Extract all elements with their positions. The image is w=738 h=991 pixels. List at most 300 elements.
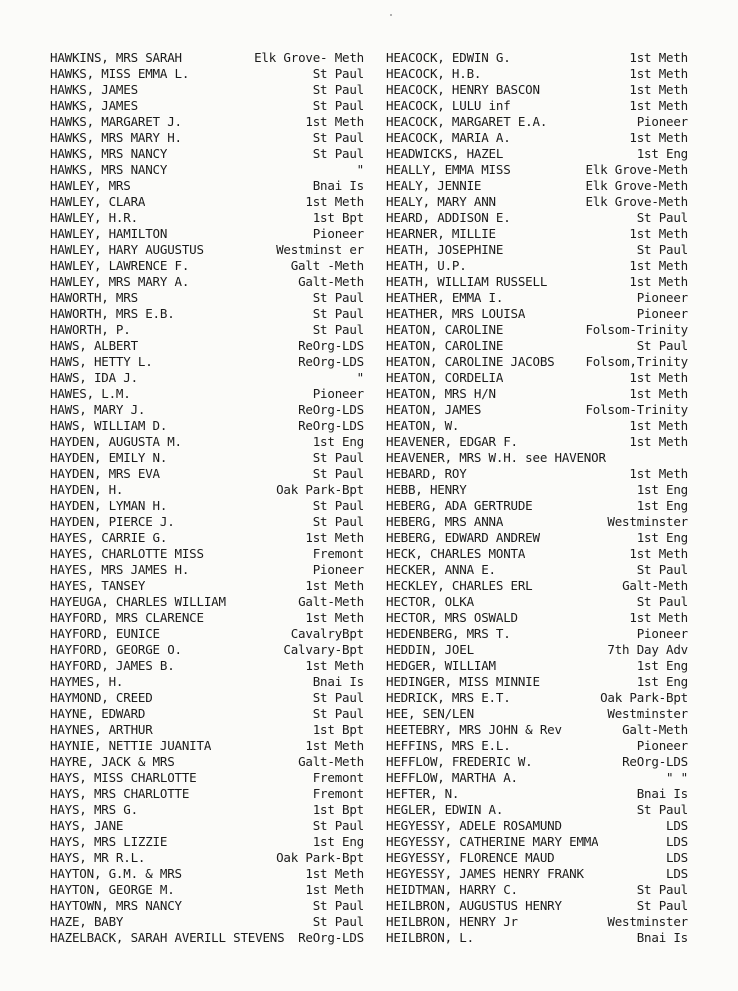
entry-church: St Paul [312,146,364,161]
entry-name: HEGLER, EDWIN A. [386,802,504,817]
entry-church: Pioneer [636,738,688,753]
directory-entry [386,562,688,578]
directory-entry [386,322,688,338]
entry-name: HAYTON, GEORGE M. [50,882,175,897]
entry-name: HEATON, CAROLINE JACOBS [386,354,555,369]
directory-entry [386,50,688,66]
entry-name: HAWKS, MRS MARY H. [50,130,182,145]
entry-church: 1st Eng [312,434,364,449]
entry-church: St Paul [636,338,688,353]
entry-name: HEBB, HENRY [386,482,467,497]
entry-name: HEAVENER, EDGAR F. [386,434,518,449]
entry-name: HAWS, IDA J. [50,370,138,385]
directory-entry [386,642,688,658]
directory-entry [50,162,364,178]
entry-name: HAYNIE, NETTIE JUANITA [50,738,212,753]
directory-entry [386,258,688,274]
directory-entry [50,82,364,98]
entry-church: Fremont [312,546,364,561]
directory-entry [50,450,364,466]
entry-church: 1st Meth [629,50,688,65]
entry-name: HEATH, JOSEPHINE [386,242,504,257]
entry-name: HECTOR, OLKA [386,594,474,609]
entry-name: HEGYESSY, FLORENCE MAUD [386,850,555,865]
entry-church: " [356,370,364,385]
entry-name: HAYTOWN, MRS NANCY [50,898,182,913]
entry-church: 1st Meth [629,610,688,625]
entry-name: HAWKS, JAMES [50,82,138,97]
entry-name: HAWKS, MRS NANCY [50,162,168,177]
entry-church: Pioneer [312,562,364,577]
entry-name: HEBERG, EDWARD ANDREW [386,530,540,545]
entry-church: 1st Bpt [312,722,364,737]
entry-church: " " [666,770,688,785]
entry-name: HAYEUGA, CHARLES WILLIAM [50,594,226,609]
entry-church: 1st Meth [629,546,688,561]
directory-entry [50,898,364,914]
directory-entry [386,178,688,194]
entry-name: HAWKS, MARGARET J. [50,114,182,129]
entry-name: HAYS, MRS G. [50,802,138,817]
directory-entry [386,818,688,834]
entry-church: Elk Grove-Meth [585,178,688,193]
entry-church: Westminst er [276,242,364,257]
entry-name: HAYMES, H. [50,674,124,689]
entry-church: Bnai Is [636,786,688,801]
entry-church: 1st Meth [629,274,688,289]
entry-church: Bnai Is [312,674,364,689]
entry-name: HAYDEN, LYMAN H. [50,498,168,513]
entry-name: HEDRICK, MRS E.T. [386,690,511,705]
directory-entry [50,786,364,802]
directory-entry [50,546,364,562]
entry-church: ReOrg-LDS [298,338,364,353]
entry-name: HECKER, ANNA E. [386,562,496,577]
entry-church: Folsom-Trinity [585,322,688,337]
directory-entry [386,466,688,482]
entry-name: HEATON, CORDELIA [386,370,504,385]
entry-church: Fremont [312,786,364,801]
directory-entry [386,386,688,402]
entry-church: ReOrg-LDS [298,354,364,369]
directory-entry [50,866,364,882]
entry-name: HAYRE, JACK & MRS [50,754,175,769]
entry-church: 1st Meth [629,66,688,81]
directory-entry [386,290,688,306]
entry-name: HAZELBACK, SARAH AVERILL STEVENS [50,930,285,945]
entry-name: HAYMOND, CREED [50,690,153,705]
directory-entry [50,338,364,354]
directory-entry [386,306,688,322]
directory-entry [50,402,364,418]
entry-name: HEALLY, EMMA MISS [386,162,511,177]
entry-name: HAWORTH, MRS [50,290,138,305]
entry-church: Galt-Meth [622,722,688,737]
directory-entry [50,706,364,722]
directory-entry [50,738,364,754]
directory-entry [50,178,364,194]
entry-church: Pioneer [636,626,688,641]
directory-entry [50,498,364,514]
entry-church: St Paul [636,242,688,257]
entry-name: HEATON, W. [386,418,460,433]
directory-entry [386,370,688,386]
entry-church: 1st Eng [636,674,688,689]
entry-name: HEATH, U.P. [386,258,467,273]
directory-entry [386,418,688,434]
entry-name: HEDENBERG, MRS T. [386,626,511,641]
entry-church: 1st Eng [636,482,688,497]
directory-entry [50,130,364,146]
entry-name: HAYDEN, EMILY N. [50,450,168,465]
entry-church: 1st Meth [305,866,364,881]
entry-name: HECKLEY, CHARLES ERL [386,578,533,593]
entry-name: HEACOCK, EDWIN G. [386,50,511,65]
directory-entry [386,402,688,418]
directory-entry [386,930,688,946]
entry-name: HEACOCK, MARGARET E.A. [386,114,548,129]
entry-church: LDS [666,834,688,849]
entry-church: St Paul [312,130,364,145]
entry-church: Galt-Meth [298,274,364,289]
entry-church: Elk Grove-Meth [585,194,688,209]
entry-name: HAYFORD, EUNICE [50,626,160,641]
directory-entry [50,802,364,818]
entry-name: HAWORTH, P. [50,322,131,337]
directory-entry [386,754,688,770]
directory-entry [50,578,364,594]
directory-entry [386,338,688,354]
entry-church: St Paul [312,66,364,81]
entry-church: CavalryBpt [290,626,364,641]
directory-entry [386,130,688,146]
entry-church: Bnai Is [312,178,364,193]
directory-entry [50,354,364,370]
entry-church: LDS [666,866,688,881]
entry-name: HAWKS, MISS EMMA L. [50,66,190,81]
entry-name: HEBARD, ROY [386,466,467,481]
entry-church: Westminster [607,914,688,929]
entry-church: 1st Meth [305,578,364,593]
directory-entry [50,114,364,130]
entry-name: HAYS, MISS CHARLOTTE [50,770,197,785]
entry-name: HAYES, CARRIE G. [50,530,168,545]
entry-church: ReOrg-LDS [298,930,364,945]
entry-name: HAYDEN, MRS EVA [50,466,160,481]
entry-church: Calvary-Bpt [283,642,364,657]
entry-church: St Paul [636,882,688,897]
directory-entry [50,530,364,546]
entry-name: HEE, SEN/LEN [386,706,474,721]
entry-name: HAWLEY, H.R. [50,210,138,225]
directory-entry [386,610,688,626]
entry-name: HAWKS, MRS NANCY [50,146,168,161]
entry-name: HEATON, MRS H/N [386,386,496,401]
entry-name: HEACOCK, HENRY BASCON [386,82,540,97]
directory-entry [386,498,688,514]
entry-name: HAYFORD, GEORGE O. [50,642,182,657]
entry-church: 1st Meth [629,130,688,145]
entry-church: 1st Meth [629,370,688,385]
entry-name: HEILBRON, L. [386,930,474,945]
entry-name: HEATON, CAROLINE [386,322,504,337]
directory-entry [386,530,688,546]
entry-church: 1st Meth [305,530,364,545]
directory-entry [50,322,364,338]
directory-entry [50,306,364,322]
entry-name: HEARNER, MILLIE [386,226,496,241]
entry-name: HAYDEN, H. [50,482,124,497]
entry-name: HEGYESSY, ADELE ROSAMUND [386,818,562,833]
directory-entry [386,594,688,610]
entry-name: HECTOR, MRS OSWALD [386,610,518,625]
entry-name: HAYTON, G.M. & MRS [50,866,182,881]
entry-name: HAWS, ALBERT [50,338,138,353]
directory-entry [386,690,688,706]
entry-name: HAYNES, ARTHUR [50,722,153,737]
directory-entry [386,706,688,722]
entry-church: Fremont [312,770,364,785]
entry-name: HEFFINS, MRS E.L. [386,738,511,753]
entry-name: HAYES, MRS JAMES H. [50,562,190,577]
entry-church: St Paul [312,322,364,337]
entry-church: 1st Meth [629,82,688,97]
entry-name: HEATHER, EMMA I. [386,290,504,305]
directory-entry [386,626,688,642]
entry-church: Pioneer [636,306,688,321]
directory-entry [386,114,688,130]
directory-entry [50,914,364,930]
entry-name: HEIDTMAN, HARRY C. [386,882,518,897]
entry-church: 1st Meth [629,258,688,273]
entry-church: 1st Meth [629,466,688,481]
entry-church: 1st Meth [305,658,364,673]
entry-name: HEADWICKS, HAZEL [386,146,504,161]
entry-name: HAWLEY, MRS MARY A. [50,274,190,289]
directory-entry [50,562,364,578]
entry-name: HAYNE, EDWARD [50,706,146,721]
entry-church: St Paul [312,514,364,529]
directory-entry [386,674,688,690]
directory-entry [50,658,364,674]
entry-church: St Paul [636,802,688,817]
directory-entry [50,642,364,658]
entry-name: HAYS, MRS LIZZIE [50,834,168,849]
directory-entry [50,66,364,82]
directory-entry [50,386,364,402]
directory-entry [50,690,364,706]
directory-entry [50,194,364,210]
entry-name: HEALY, JENNIE [386,178,482,193]
directory-entry [386,82,688,98]
directory-entry [386,162,688,178]
right-column [386,50,688,946]
entry-name: HAWLEY, LAWRENCE F. [50,258,190,273]
entry-church: Galt -Meth [290,258,364,273]
entry-church: St Paul [312,818,364,833]
directory-entry [386,354,688,370]
entry-church: Pioneer [636,290,688,305]
entry-church: St Paul [636,210,688,225]
directory-entry [50,834,364,850]
entry-church: 1st Meth [629,226,688,241]
entry-name: HEATHER, MRS LOUISA [386,306,526,321]
entry-name: HEFFLOW, FREDERIC W. [386,754,533,769]
directory-entry [386,866,688,882]
directory-entry [50,146,364,162]
entry-church: Galt-Meth [298,594,364,609]
entry-name: HAYS, JANE [50,818,124,833]
entry-church: St Paul [312,466,364,481]
entry-church: LDS [666,818,688,833]
directory-entry [386,242,688,258]
entry-church: St Paul [312,706,364,721]
directory-entry [50,594,364,610]
directory-entry [50,226,364,242]
entry-church: Elk Grove-Meth [585,162,688,177]
directory-entry [386,786,688,802]
entry-church: St Paul [312,898,364,913]
entry-church: 1st Meth [305,738,364,753]
entry-name: HEETEBRY, MRS JOHN & Rev [386,722,562,737]
entry-name: HAWS, MARY J. [50,402,146,417]
entry-church: Oak Park-Bpt [600,690,688,705]
entry-church: Galt-Meth [622,578,688,593]
entry-name: HEAVENER, MRS W.H. see HAVENOR [386,450,606,465]
entry-name: HAYS, MR R.L. [50,850,146,865]
entry-church: 1st Bpt [312,802,364,817]
entry-name: HAWORTH, MRS E.B. [50,306,175,321]
entry-church: St Paul [636,594,688,609]
directory-entry [50,514,364,530]
directory-entry [50,850,364,866]
entry-name: HAWS, WILLIAM D. [50,418,168,433]
directory-entry [386,146,688,162]
entry-church: St Paul [636,898,688,913]
directory-entry [50,210,364,226]
entry-name: HAWLEY, HAMILTON [50,226,168,241]
entry-name: HAYDEN, PIERCE J. [50,514,175,529]
entry-name: HEBERG, MRS ANNA [386,514,504,529]
entry-church: 1st Meth [305,114,364,129]
entry-church: St Paul [312,914,364,929]
entry-name: HAWS, HETTY L. [50,354,153,369]
entry-church: Galt-Meth [298,754,364,769]
entry-church: Oak Park-Bpt [276,850,364,865]
entry-name: HAZE, BABY [50,914,124,929]
entry-church: Pioneer [312,226,364,241]
directory-entry [386,546,688,562]
entry-name: HEGYESSY, JAMES HENRY FRANK [386,866,584,881]
entry-name: HAYFORD, JAMES B. [50,658,175,673]
entry-church: " [356,162,364,177]
entry-name: HAYES, CHARLOTTE MISS [50,546,204,561]
entry-church: 1st Meth [629,386,688,401]
directory-entry [386,850,688,866]
entry-church: ReOrg-LDS [622,754,688,769]
directory-entry [386,802,688,818]
entry-church: 1st Eng [636,658,688,673]
entry-name: HEATON, CAROLINE [386,338,504,353]
directory-entry [386,210,688,226]
entry-name: HAYES, TANSEY [50,578,146,593]
entry-church: 1st Meth [305,610,364,625]
entry-church: St Paul [636,562,688,577]
entry-name: HEBERG, ADA GERTRUDE [386,498,533,513]
entry-name: HAWES, L.M. [50,386,131,401]
directory-entry [386,882,688,898]
directory-entry [50,258,364,274]
directory-entry [50,626,364,642]
directory-entry [50,770,364,786]
entry-name: HEATH, WILLIAM RUSSELL [386,274,548,289]
directory-entry [50,482,364,498]
entry-church: LDS [666,850,688,865]
directory-entry [50,466,364,482]
directory-entry [386,482,688,498]
entry-church: St Paul [312,690,364,705]
directory-entry [386,834,688,850]
directory-entry [50,610,364,626]
directory-entry [50,722,364,738]
directory-entry [386,66,688,82]
entry-church: Elk Grove- Meth [254,50,364,65]
directory-entry [386,514,688,530]
directory-entry [386,434,688,450]
entry-church: Westminster [607,514,688,529]
entry-church: St Paul [312,98,364,113]
directory-entry [386,722,688,738]
directory-entry [50,242,364,258]
entry-church: Bnai Is [636,930,688,945]
entry-name: HEDGER, WILLIAM [386,658,496,673]
entry-name: HECK, CHARLES MONTA [386,546,526,561]
directory-entry [386,578,688,594]
entry-church: Pioneer [636,114,688,129]
entry-name: HEGYESSY, CATHERINE MARY EMMA [386,834,599,849]
directory-entry [386,226,688,242]
directory-entry [386,770,688,786]
directory-entry [50,674,364,690]
entry-name: HEFTER, N. [386,786,460,801]
entry-name: HAWKINS, MRS SARAH [50,50,182,65]
directory-entry [50,754,364,770]
entry-name: HEILBRON, HENRY Jr [386,914,518,929]
directory-entry [386,194,688,210]
entry-name: HAYDEN, AUGUSTA M. [50,434,182,449]
entry-name: HAWLEY, CLARA [50,194,146,209]
directory-entry [386,450,688,466]
entry-church: 1st Eng [312,834,364,849]
entry-name: HEILBRON, AUGUSTUS HENRY [386,898,562,913]
speck-mark [390,14,392,16]
entry-church: St Paul [312,306,364,321]
directory-entry [50,274,364,290]
directory-entry [50,290,364,306]
entry-church: Westminster [607,706,688,721]
entry-name: HEDDIN, JOEL [386,642,474,657]
entry-name: HAWKS, JAMES [50,98,138,113]
entry-church: Folsom,Trinity [585,354,688,369]
entry-church: St Paul [312,498,364,513]
entry-name: HEACOCK, MARIA A. [386,130,511,145]
entry-church: ReOrg-LDS [298,402,364,417]
directory-entry [386,738,688,754]
directory-entry [50,930,364,946]
entry-name: HAYFORD, MRS CLARENCE [50,610,204,625]
directory-entry [386,274,688,290]
directory-entry [50,818,364,834]
